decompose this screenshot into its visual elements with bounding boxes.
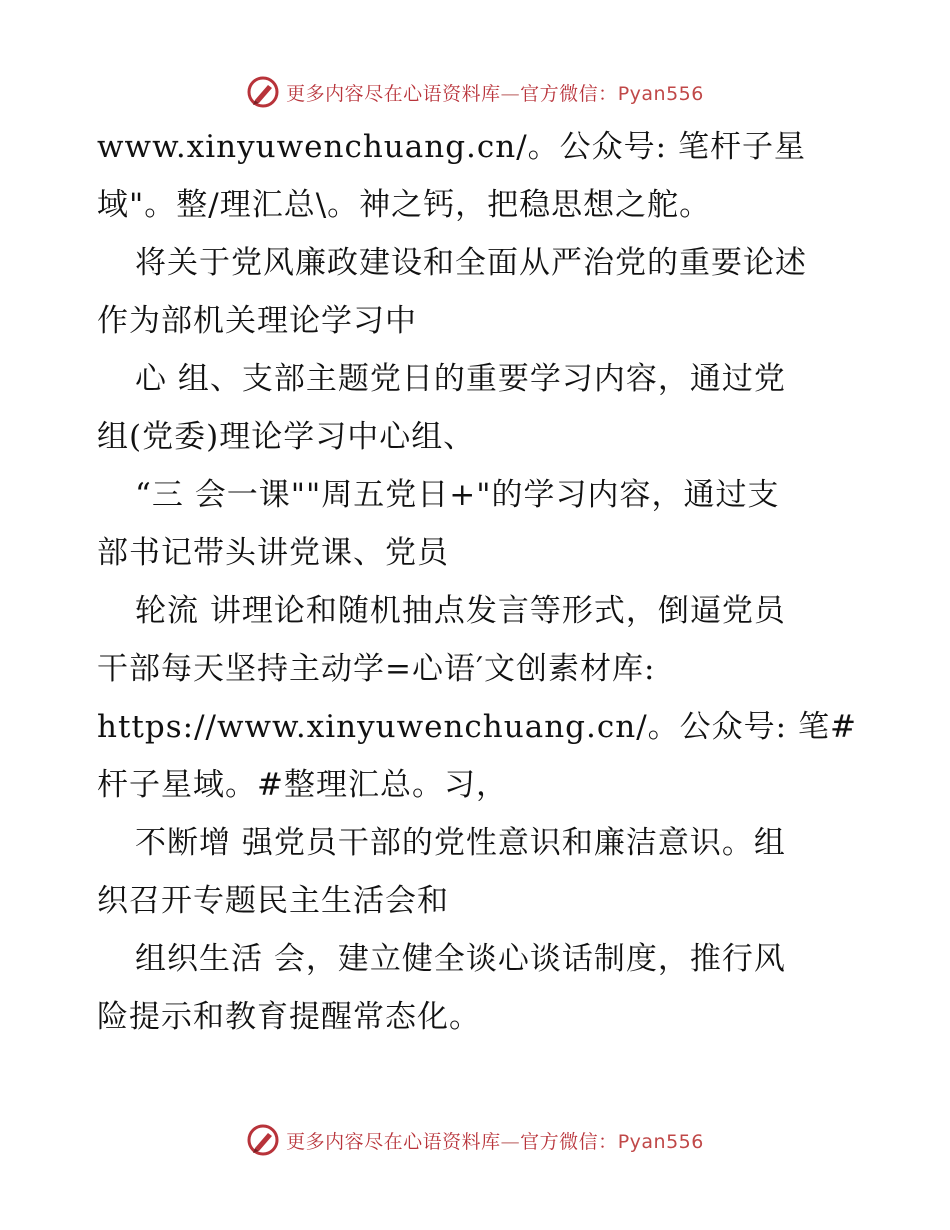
- header-watermark: [0, 72, 950, 112]
- body-line: “三 会一课""周五党日+"的学习内容，通过支: [135, 477, 780, 513]
- pen-logo-icon: [246, 1123, 280, 1157]
- watermark-main-text: 更多内容尽在心语资料库: [286, 82, 501, 105]
- watermark-wechat-label: 官方微信：: [520, 1130, 618, 1153]
- body-line: 域"。整/理汇总\。神之钙，把稳思想之舵。: [97, 187, 712, 223]
- pen-logo-icon: [246, 75, 280, 109]
- body-line: 部书记带头讲党课、党员: [97, 535, 449, 571]
- watermark-main-text: 更多内容尽在心语资料库: [286, 1130, 501, 1153]
- body-line: 干部每天坚持主动学=心语′文创素材库:: [97, 651, 656, 687]
- watermark-text: [286, 79, 704, 106]
- watermark-text: [286, 1127, 704, 1154]
- body-line: https://www.xinyuwenchuang.cn/。公众号: 笔#: [97, 709, 857, 745]
- footer-watermark: [0, 1120, 950, 1160]
- body-line: 险提示和教育提醒常态化。: [97, 999, 481, 1035]
- body-line: 不断增 强党员干部的党性意识和廉洁意识。组: [135, 825, 786, 861]
- body-line: 心 组、支部主题党日的重要学习内容，通过党: [135, 361, 786, 397]
- body-line: 将关于党风廉政建设和全面从严治党的重要论述: [135, 245, 807, 281]
- body-line: 织召开专题民主生活会和: [97, 883, 449, 919]
- body-line: 轮流 讲理论和随机抽点发言等形式，倒逼党员: [135, 593, 786, 629]
- body-line: 杆子星域。#整理汇总。习，: [97, 767, 508, 803]
- watermark-wechat-id: Pyan556: [617, 1130, 704, 1153]
- body-line: 组织生活 会，建立健全谈心谈话制度，推行风: [135, 941, 786, 977]
- watermark-wechat-id: Pyan556: [617, 82, 704, 105]
- document-body: [97, 118, 867, 1046]
- watermark-separator: —: [500, 82, 521, 105]
- watermark-wechat-label: 官方微信：: [520, 82, 618, 105]
- body-line: 组(党委)理论学习中心组、: [97, 419, 476, 455]
- body-line: www.xinyuwenchuang.cn/。公众号: 笔杆子星: [97, 129, 806, 165]
- body-line: 作为部机关理论学习中: [97, 303, 417, 339]
- watermark-separator: —: [500, 1130, 521, 1153]
